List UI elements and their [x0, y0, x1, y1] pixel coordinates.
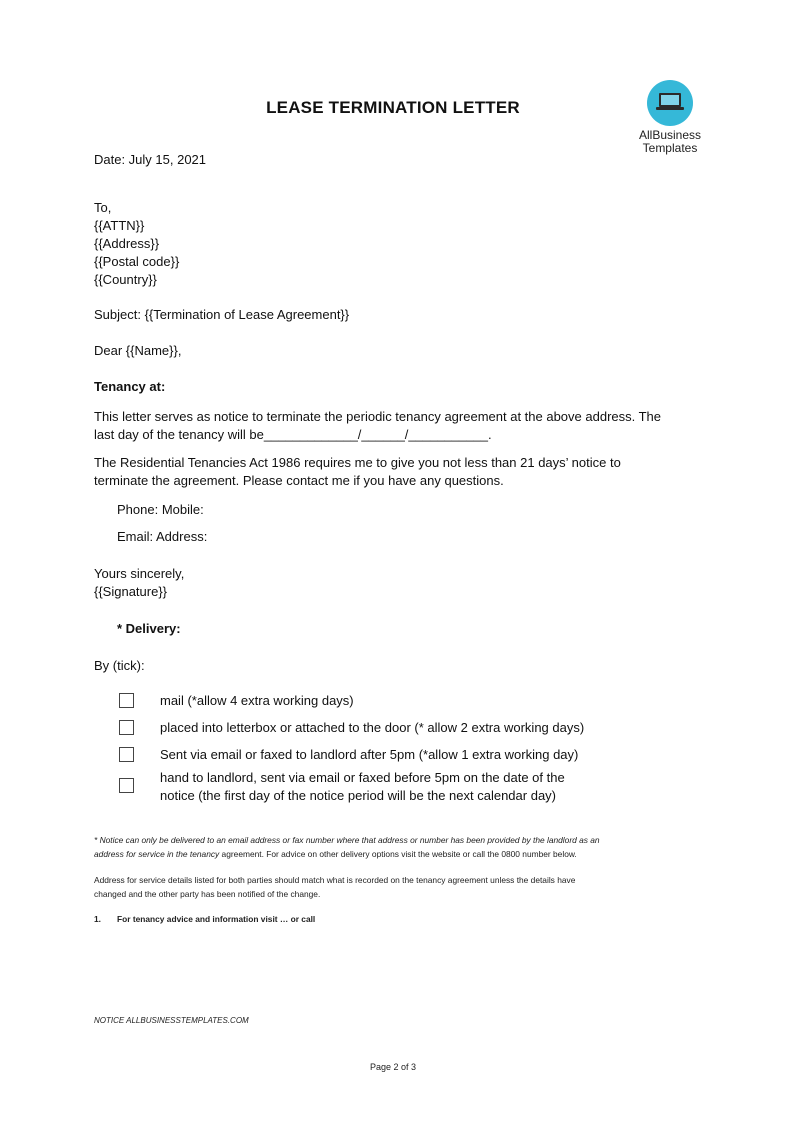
footnote-line2-italic: address for service in the tenancy	[94, 849, 220, 859]
notice-paragraph-line2: last day of the tenancy will be_____________/______/___________.	[94, 427, 492, 442]
logo-text-line2: Templates	[642, 141, 698, 155]
footnote-line1: * Notice can only be delivered to an email address or fax number where that address or number has been provided by the landlord as an	[94, 835, 600, 845]
list-number: 1.	[94, 914, 101, 924]
letterbox-option-label: placed into letterbox or attached to the door (* allow 2 extra working days)	[160, 720, 585, 735]
salutation: Dear {{Name}},	[94, 343, 182, 358]
tenancy-heading: Tenancy at:	[94, 379, 166, 394]
address-note-line2: changed and the other party has been notified of the change.	[94, 889, 321, 899]
country-line: {{Country}}	[94, 272, 157, 287]
email-after-5pm-checkbox[interactable]	[119, 747, 134, 762]
subject-line: Subject: {{Termination of Lease Agreement}}	[94, 307, 350, 322]
address-note	[94, 873, 694, 901]
company-logo	[628, 80, 712, 155]
signature-line: {{Signature}}	[94, 584, 168, 599]
date-line: Date: July 15, 2021	[94, 152, 207, 167]
notice-paragraph-line1: This letter serves as notice to terminate the periodic tenancy agreement at the above address. The	[94, 409, 662, 424]
by-tick-label: By (tick):	[94, 658, 145, 673]
notice-paragraph	[94, 408, 694, 444]
mail-option-label: mail (*allow 4 extra working days)	[160, 693, 354, 708]
document-title: LEASE TERMINATION LETTER	[266, 98, 520, 117]
act-paragraph-line2: terminate the agreement. Please contact me if you have any questions.	[94, 473, 504, 488]
logo-text-line1: AllBusiness	[638, 128, 702, 142]
act-paragraph	[94, 454, 694, 490]
laptop-icon	[647, 80, 693, 126]
letterbox-checkbox[interactable]	[119, 720, 134, 735]
mail-checkbox[interactable]	[119, 693, 134, 708]
address-note-line1: Address for service details listed for both parties should match what is recorded on the tenancy agreement unless the details have	[94, 875, 576, 885]
page-number: Page 2 of 3	[369, 1062, 417, 1072]
hand-deliver-option-line1: hand to landlord, sent via email or faxed before 5pm on the date of the	[160, 770, 565, 785]
delivery-heading: * Delivery:	[117, 621, 181, 636]
act-paragraph-line1: The Residential Tenancies Act 1986 requires me to give you not less than 21 days’ notice to	[94, 455, 621, 470]
tenancy-advice-item: For tenancy advice and information visit … or call	[117, 914, 316, 924]
phone-line: Phone: Mobile:	[117, 502, 204, 517]
email-line: Email: Address:	[117, 529, 208, 544]
hand-deliver-option-line2: notice (the first day of the notice period will be the next calendar day)	[160, 788, 556, 803]
closing-line: Yours sincerely,	[94, 566, 185, 581]
address-line: {{Address}}	[94, 236, 160, 251]
attn-line: {{ATTN}}	[94, 218, 145, 233]
delivery-footnote	[94, 833, 694, 861]
hand-deliver-checkbox[interactable]	[119, 778, 134, 793]
document-footer: NOTICE ALLBUSINESSTEMPLATES.COM	[94, 1016, 249, 1025]
footnote-line2-rest: agreement. For advice on other delivery options visit the website or call the 0800 number below.	[219, 849, 577, 859]
to-line: To,	[94, 200, 112, 215]
hand-deliver-option-label	[160, 769, 640, 805]
postal-line: {{Postal code}}	[94, 254, 180, 269]
email-after-5pm-option-label: Sent via email or faxed to landlord after 5pm (*allow 1 extra working day)	[160, 747, 579, 762]
